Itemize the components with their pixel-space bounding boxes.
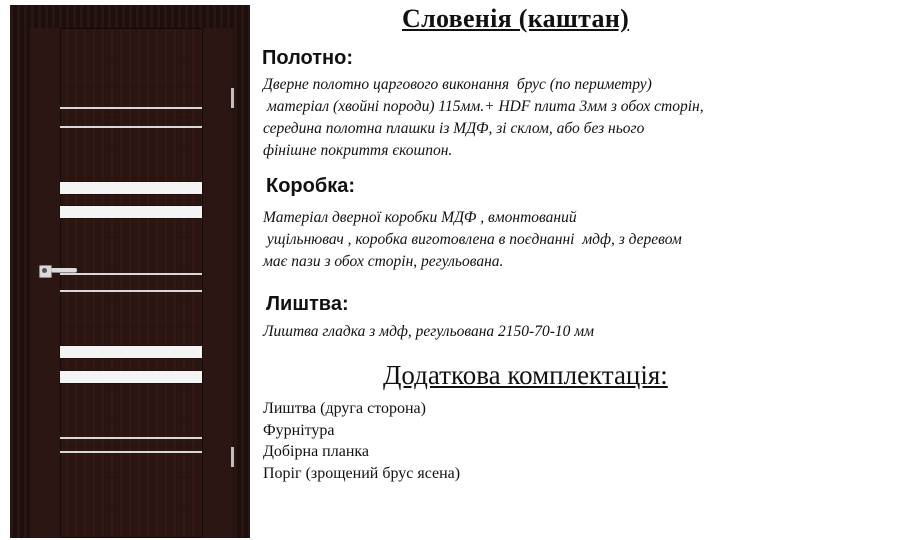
section-heading-korobka: Коробка: — [266, 175, 356, 197]
door-molding-strip — [60, 126, 202, 128]
door-molding-strip — [60, 273, 202, 275]
text-line: фінішне покриття єкошпон. — [263, 142, 453, 159]
text-line: має пази з обох сторін, регульована. — [263, 253, 504, 270]
section-text-korobka — [263, 207, 682, 273]
hinge-icon — [231, 447, 234, 467]
text-line: Матеріал дверної коробки МДФ , вмонтований — [263, 209, 577, 226]
door-molding-strip — [60, 437, 202, 439]
addons-list — [263, 398, 460, 484]
door-glass-insert — [60, 371, 202, 383]
door-molding-strip — [60, 107, 202, 109]
list-item: Лиштва (друга сторона) — [263, 400, 426, 417]
door-molding-strip — [60, 451, 202, 453]
list-item: Добірна планка — [263, 443, 370, 460]
door-stile-right — [202, 28, 233, 538]
section-text-polotno — [263, 74, 704, 162]
section-text-lyshtva — [263, 321, 594, 343]
door-handle-icon — [51, 268, 77, 272]
list-item: Поріг (зрощений брус ясена) — [263, 464, 461, 482]
addons-heading: Додаткова комплектація: — [383, 360, 668, 390]
hinge-icon — [231, 88, 234, 108]
door-glass-insert — [60, 346, 202, 358]
section-heading-lyshtva: Лиштва: — [266, 293, 349, 315]
door-glass-insert — [60, 206, 202, 218]
door-glass-insert — [60, 182, 202, 194]
text-line: Дверне полотно царгового виконання брус (по периметру) — [263, 76, 652, 93]
door-stile-left — [30, 28, 61, 538]
page-title: Словенія (каштан) — [402, 4, 630, 33]
list-item: Фурнітура — [263, 421, 335, 439]
door-molding-strip — [60, 290, 202, 292]
text-line: ущільнювач , коробка виготовлена в поєднанні мдф, з деревом — [263, 231, 682, 248]
text-line: Лиштва гладка з мдф, регульована 2150-70-10 мм — [263, 323, 595, 340]
section-heading-polotno: Полотно: — [262, 47, 354, 69]
door-lock-icon — [39, 265, 52, 278]
text-line: матеріал (хвойні породи) 115мм.+ HDF плита 3мм з обох сторін, — [263, 98, 704, 115]
text-line: середина полотна плашки із МДФ, зі склом, або без нього — [263, 120, 645, 137]
